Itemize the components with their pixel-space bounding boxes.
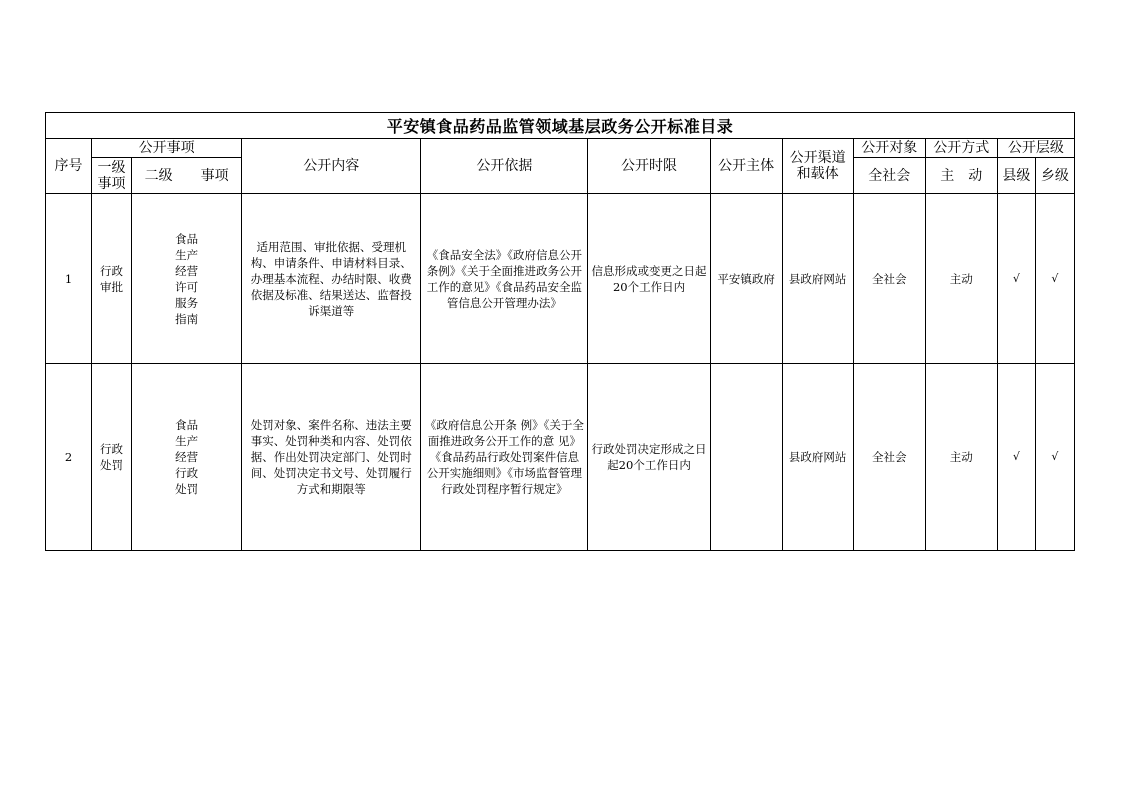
header-channel: 公开渠道和载体 <box>782 139 853 194</box>
row-level1: 行政 处罚 <box>92 364 132 551</box>
row-seq: 1 <box>46 194 92 364</box>
row-township-check: √ <box>1035 364 1074 551</box>
table-row <box>46 194 1075 364</box>
catalog-sheet <box>45 112 1075 551</box>
row-time-limit: 信息形成或变更之日起20个工作日内 <box>588 194 710 364</box>
row-level2: 食品 生产 经营 许可 服务 指南 <box>132 194 242 364</box>
header-seq: 序号 <box>46 139 92 194</box>
header-township: 乡级 <box>1035 158 1074 194</box>
table-title: 平安镇食品药品监管领域基层政务公开标准目录 <box>46 113 1075 139</box>
header-audience: 公开对象 <box>853 139 925 158</box>
row-time-limit: 行政处罚决定形成之日起20个工作日内 <box>588 364 710 551</box>
header-method: 公开方式 <box>925 139 997 158</box>
header-content: 公开内容 <box>242 139 421 194</box>
row-channel: 县政府网站 <box>782 194 853 364</box>
header-tier: 公开层级 <box>997 139 1074 158</box>
row-content: 适用范围、审批依据、受理机构、申请条件、申请材料目录、办理基本流程、办结时限、收费依据及标准、结果送达、监督投诉渠道等 <box>242 194 421 364</box>
row-level2: 食品 生产 经营 行政 处罚 <box>132 364 242 551</box>
row-method: 主动 <box>925 194 997 364</box>
row-channel: 县政府网站 <box>782 364 853 551</box>
table-row <box>46 364 1075 551</box>
row-audience: 全社会 <box>853 194 925 364</box>
row-level1: 行政 审批 <box>92 194 132 364</box>
header-level2: 二级 事项 <box>132 158 242 194</box>
header-audience-sub: 全社会 <box>853 158 925 194</box>
header-county: 县级 <box>997 158 1035 194</box>
row-county-check: √ <box>997 194 1035 364</box>
catalog-table <box>45 112 1075 551</box>
row-content: 处罚对象、案件名称、违法主要事实、处罚种类和内容、处罚依据、作出处罚决定部门、处罚时间、处罚决定书文号、处罚履行方式和期限等 <box>242 364 421 551</box>
row-audience: 全社会 <box>853 364 925 551</box>
header-method-sub: 主 动 <box>925 158 997 194</box>
header-items: 公开事项 <box>92 139 242 158</box>
row-subject <box>710 364 782 551</box>
row-basis: 《政府信息公开条 例》《关于全面推进政务公开工作的意 见》《食品药品行政处罚案件信息公开实施细则》《市场监督管理行政处罚程序暂行规定》 <box>421 364 588 551</box>
header-subject: 公开主体 <box>710 139 782 194</box>
row-subject: 平安镇政府 <box>710 194 782 364</box>
header-time-limit: 公开时限 <box>588 139 710 194</box>
header-level1: 一级事项 <box>92 158 132 194</box>
row-method: 主动 <box>925 364 997 551</box>
row-county-check: √ <box>997 364 1035 551</box>
row-township-check: √ <box>1035 194 1074 364</box>
row-basis: 《食品安全法》《政府信息公开条例》《关于全面推进政务公开工作的意见》《食品药品安全监管信息公开管理办法》 <box>421 194 588 364</box>
header-basis: 公开依据 <box>421 139 588 194</box>
row-seq: 2 <box>46 364 92 551</box>
